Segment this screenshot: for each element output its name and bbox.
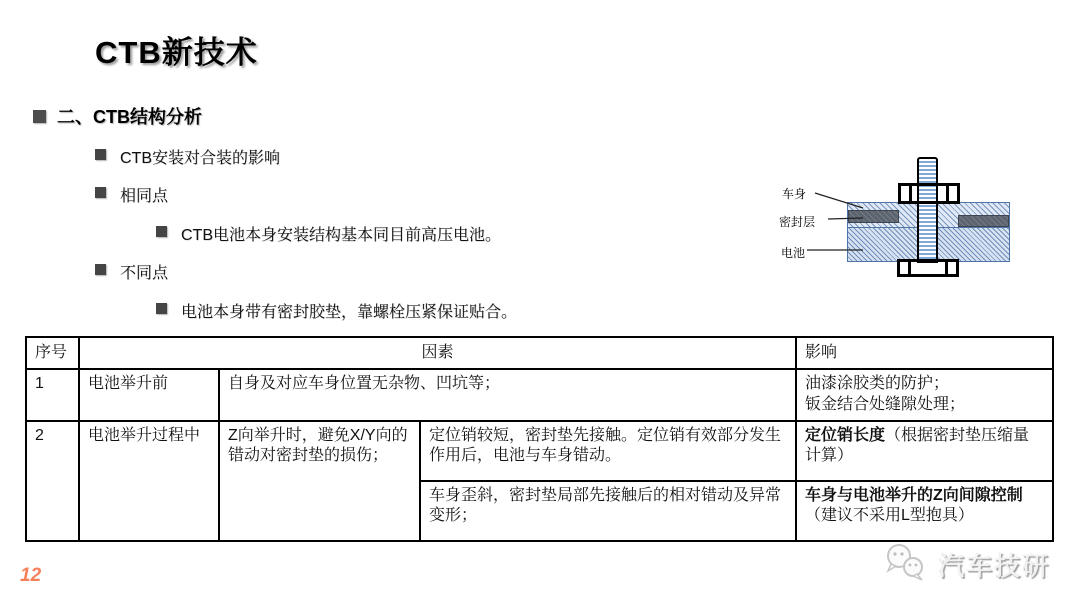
bullet-text: 相同点 xyxy=(120,188,169,205)
bullet-text: CTB电池本身安装结构基本同目前高压电池。 xyxy=(181,227,502,244)
cell-row2-factor: Z向举升时，避免X/Y向的错动对密封垫的损伤； xyxy=(219,421,420,541)
impact-note: （建议不采用L型抱具） xyxy=(805,507,974,525)
cell-row2-sub2-detail: 车身歪斜，密封垫局部先接触后的相对错动及异常变形； xyxy=(420,481,796,541)
header-cell-factor: 因素 xyxy=(79,337,796,369)
impact-keyword: 定位销长度 xyxy=(805,426,886,444)
diagram-label-body: 车身 xyxy=(782,187,807,201)
bullet-item xyxy=(156,299,517,322)
logo xyxy=(884,543,1050,585)
bullet-text: CTB安装对合装的影响 xyxy=(120,150,281,167)
bullet-item xyxy=(95,145,280,168)
impact-note: （根据密封垫压缩量计算） xyxy=(805,426,1030,465)
cell-row2-stage: 电池举升过程中 xyxy=(79,421,219,541)
header-cell-no: 序号 xyxy=(26,337,79,369)
square-bullet-icon xyxy=(156,303,167,314)
cell-row2-sub1-impact xyxy=(796,421,1053,481)
logo-text: 汽车技研 xyxy=(938,550,1051,581)
wechat-chat-bubbles-icon xyxy=(884,543,932,585)
bullet-item xyxy=(95,183,168,206)
diagram-label-seal: 密封层 xyxy=(779,215,816,229)
factors-impact-table xyxy=(25,336,1054,542)
page-number: 12 xyxy=(20,565,42,586)
header-cell-impact: 影响 xyxy=(796,337,1053,369)
square-bullet-icon xyxy=(95,149,106,160)
table-header-row xyxy=(26,337,1053,369)
cell-row2-no: 2 xyxy=(26,421,79,541)
diagram-label-battery: 电池 xyxy=(781,246,806,260)
cell-row1-factor: 自身及对应车身位置无杂物、凹坑等； xyxy=(219,369,796,421)
table-row xyxy=(26,421,1053,481)
bolt-seal-cross-section-diagram xyxy=(765,145,1020,295)
page-title: CTB新技术 xyxy=(95,35,258,70)
leader-lines xyxy=(765,145,1020,295)
table-row xyxy=(26,369,1053,421)
bullet-text: 不同点 xyxy=(120,265,169,282)
bullet-text: 电池本身带有密封胶垫，靠螺栓压紧保证贴合。 xyxy=(181,304,518,321)
bullet-item xyxy=(95,260,168,283)
impact-line: 油漆涂胶类的防护； xyxy=(805,375,950,392)
square-bullet-icon xyxy=(156,226,167,237)
square-bullet-icon xyxy=(33,110,46,123)
section-heading-label: 二、CTB结构分析 xyxy=(57,107,202,127)
section-heading xyxy=(33,103,202,129)
square-bullet-icon xyxy=(95,264,106,275)
cell-row2-sub1-detail: 定位销较短，密封垫先接触。定位销有效部分发生作用后，电池与车身错动。 xyxy=(420,421,796,481)
square-bullet-icon xyxy=(95,187,106,198)
impact-line: 钣金结合处缝隙处理； xyxy=(805,395,966,413)
bullet-item xyxy=(156,222,501,245)
cell-row1-stage: 电池举升前 xyxy=(79,369,219,421)
cell-row1-no: 1 xyxy=(26,369,79,421)
impact-keyword: 车身与电池举升的Z向间隙控制 xyxy=(805,486,1023,504)
cell-row1-impact xyxy=(796,369,1053,421)
cell-row2-sub2-impact xyxy=(796,481,1053,541)
